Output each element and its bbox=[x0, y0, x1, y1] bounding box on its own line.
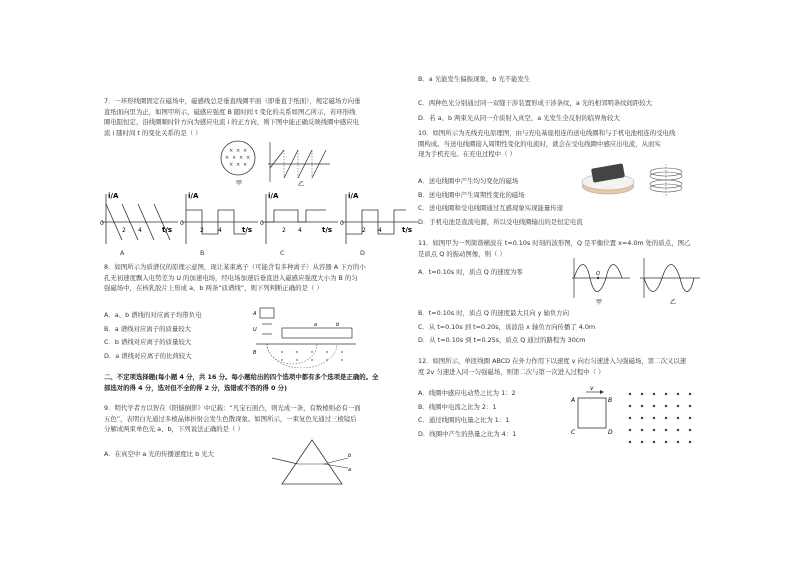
graph-t-label: t/s bbox=[322, 226, 333, 234]
question-8-line: 孔无初速度飘入电势差为 U 的加速电场，经电场加速后垂直进入磁感应强度大小为 B 的匀 bbox=[104, 273, 358, 282]
q7-option-label-b: B bbox=[200, 249, 205, 257]
svg-text:Q: Q bbox=[596, 271, 600, 277]
question-9-text bbox=[104, 403, 444, 435]
svg-text:B: B bbox=[253, 350, 257, 356]
q7-yi-label: 乙 bbox=[298, 181, 305, 188]
svg-text:4: 4 bbox=[218, 227, 222, 234]
q9-option-c[interactable]: C．两种色光分别通过同一双缝干涉装置形成干涉条纹，a 光的相邻明条纹间距较大 bbox=[418, 99, 653, 107]
svg-text:0: 0 bbox=[340, 220, 344, 227]
q7-option-graphs bbox=[100, 190, 444, 260]
question-8-text bbox=[104, 262, 444, 294]
q10-figure-wireless-charger bbox=[578, 160, 702, 200]
svg-text:2: 2 bbox=[122, 227, 126, 234]
q7-option-label-a: A bbox=[120, 249, 125, 257]
question-8-line: 8．如图所示为质谱仪的原理示意图，现让某束离子（可能含有多种离子）从容器 A 下方的小 bbox=[104, 263, 366, 271]
svg-text:b: b bbox=[336, 322, 340, 328]
graph-y-label: i/A bbox=[108, 192, 119, 200]
q11-figure-vibration bbox=[636, 254, 702, 306]
svg-text:0: 0 bbox=[100, 220, 104, 227]
q7-option-label-c: C bbox=[280, 249, 285, 257]
svg-text:4: 4 bbox=[378, 227, 382, 234]
question-10-line: 圈构成。当送电线圈接入周期性变化的电流时，就会在受电线圈中感应出电流，从而实 bbox=[418, 139, 661, 148]
q12-label-b: B bbox=[608, 397, 613, 404]
q10-option-a[interactable]: A．送电线圈中产生均匀变化的磁场 bbox=[418, 177, 519, 185]
q8-option-b[interactable]: B．a 谱线对应离子的质量较大 bbox=[104, 324, 192, 333]
q8-option-d[interactable]: D．a 谱线对应离子的比荷较大 bbox=[104, 351, 192, 360]
svg-text:U: U bbox=[253, 327, 257, 333]
svg-text:×: × bbox=[232, 155, 237, 161]
question-11-line: 是质点 Q 的振动图像，则（ ） bbox=[418, 249, 506, 258]
graph-y-label: i/A bbox=[268, 192, 279, 200]
q7-option-graph-c bbox=[260, 190, 342, 248]
q10-option-d[interactable]: D．手机电池是直流电源，所以受电线圈输出的是恒定电流 bbox=[418, 217, 583, 226]
svg-text:a: a bbox=[348, 467, 352, 473]
q7-jia-label: 甲 bbox=[236, 180, 243, 187]
svg-text:0: 0 bbox=[260, 220, 264, 227]
question-7-line: 流 i 随时间 t 的变化关系的是（ ） bbox=[104, 128, 202, 137]
svg-text:4: 4 bbox=[298, 227, 302, 234]
question-10-line: 10．如图所示为无线充电原理图，由与充电基座相连的送电线圈和与手机电池相连的受电线 bbox=[418, 129, 676, 137]
q11-option-c[interactable]: C．从 t=0.10s 到 t=0.20s，该波沿 x 轴负方向传播了 4.0m bbox=[418, 322, 596, 331]
q12-option-b[interactable]: B．线圈中电流之比为 2：1 bbox=[418, 402, 497, 411]
question-9-line: 分解成两束单色光 a、b，下列说法正确的是（ ） bbox=[104, 425, 244, 433]
question-10-text bbox=[418, 128, 708, 160]
svg-text:×: × bbox=[236, 148, 241, 154]
section-2-line: 部选对的得 4 分，选对但不全的得 2 分，选错或不答的得 0 分) bbox=[104, 383, 287, 392]
q8-option-c[interactable]: C．b 谱线对应离子的质量较大 bbox=[104, 338, 192, 346]
q8-figure-mass-spectrometer bbox=[252, 306, 362, 368]
question-7-line: 7．一环形线圈固定在磁场中，磁感线总是垂直线圈平面（即垂直于纸面），规定磁场方向垂 bbox=[104, 97, 361, 105]
q10-option-b[interactable]: B．送电线圈中产生周期性变化的磁场 bbox=[418, 190, 525, 199]
svg-text:×: × bbox=[239, 155, 244, 161]
svg-text:×: × bbox=[229, 148, 234, 154]
question-7-text bbox=[104, 96, 444, 138]
q7-figure-coil bbox=[216, 138, 264, 188]
q12-option-a[interactable]: A．线圈中感应电动势之比为 1：2 bbox=[418, 389, 516, 397]
question-12-line: 12．如图所示，单匝线圈 ABCD 在外力作用下以速度 v 向右匀速进入匀强磁场，第二次又以速 bbox=[418, 357, 687, 365]
svg-text:×: × bbox=[246, 155, 251, 161]
q7-option-graph-d bbox=[340, 190, 422, 248]
svg-text:×: × bbox=[243, 148, 248, 154]
svg-text:×: × bbox=[243, 162, 248, 168]
question-9-line: 9．明代学者方以智在《阳燧倒影》中记载：“凡宝石面凸，则光成一条，有数棱则必有一面 bbox=[104, 404, 361, 412]
question-7-line: 圈电阻恒定，沿线圈顺时针方向为感应电流 i 的正方向，则下图中能正确反映线圈中感应电 bbox=[104, 118, 360, 126]
q11-figure-wave bbox=[568, 254, 632, 306]
question-12-text bbox=[418, 356, 708, 377]
svg-text:2: 2 bbox=[200, 227, 204, 234]
q9-option-d[interactable]: D．若 a、b 两束光从同一介质射入真空，a 光发生全反射的临界角较大 bbox=[418, 114, 620, 122]
q7-option-graph-b bbox=[180, 190, 262, 248]
q10-option-c[interactable]: C．送电线圈和受电线圈通过互感现象实现能量传递 bbox=[418, 204, 564, 212]
svg-text:b: b bbox=[348, 453, 352, 459]
q9-figure-prism bbox=[272, 438, 352, 490]
graph-t-label: t/s bbox=[402, 226, 413, 234]
section-2-line: 二、不定项选择题(每小题 4 分，共 16 分。每小题给出的四个选项中都有多个选项是正确的。全 bbox=[104, 373, 379, 381]
question-12-line: 度 2v 匀速进入同一匀强磁场，则第二次与第一次进入过程中（ ） bbox=[418, 367, 605, 376]
q8-option-a[interactable]: A．a、b 谱线的对应离子均带负电 bbox=[104, 311, 202, 319]
q11-option-b[interactable]: B．t=0.10s 时，质点 Q 的速度最大且向 y 轴负方向 bbox=[418, 309, 570, 317]
q12-figure-coil-field bbox=[568, 386, 708, 446]
q11-option-a[interactable]: A．t=0.10s 时，质点 Q 的速度为零 bbox=[418, 268, 523, 276]
q9-option-a[interactable]: A．在真空中 a 光的传播速度比 b 光大 bbox=[104, 450, 214, 458]
q12-label-a: A bbox=[571, 397, 576, 404]
q12-label-c: C bbox=[571, 429, 576, 436]
svg-text:A: A bbox=[253, 311, 257, 317]
q7-figure-b-t-graph bbox=[264, 140, 334, 188]
question-10-line: 现为手机充电。在充电过程中（ ） bbox=[418, 150, 516, 158]
svg-text:0: 0 bbox=[180, 220, 184, 227]
svg-text:×: × bbox=[236, 162, 241, 168]
graph-y-label: i/A bbox=[348, 192, 359, 200]
svg-text:a: a bbox=[314, 322, 318, 328]
q11-jia-label: 甲 bbox=[596, 299, 603, 306]
q12-label-d: D bbox=[608, 429, 613, 436]
question-11-options bbox=[418, 308, 708, 346]
q11-yi-label: 乙 bbox=[670, 299, 677, 306]
q12-label-v: v bbox=[590, 386, 594, 392]
svg-text:×: × bbox=[225, 155, 230, 161]
q11-option-d[interactable]: D．从 t=0.10s 到 t=0.25s，质点 Q 通过的路程为 30cm bbox=[418, 336, 586, 344]
graph-t-label: t/s bbox=[242, 226, 253, 234]
section-2-header bbox=[104, 372, 444, 393]
question-11-line: 11．如图甲为一列简谐横波在 t=0.10s 时刻的波形图，Q 是平衡位置 x=4.0m 处的质点，图乙 bbox=[418, 239, 691, 247]
question-9-line: 五色”，表明白光通过多棱晶体折射会发生色散现象。如图所示，一束复色光通过三棱镜后 bbox=[104, 414, 357, 423]
q7-option-label-d: D bbox=[360, 249, 365, 257]
q12-option-d[interactable]: D．线圈中产生的热量之比为 4：1 bbox=[418, 429, 517, 438]
question-8-line: 强磁场中，在核乳胶片上形成 a、b 两条“质谱线”，则下列判断正确的是（ ） bbox=[104, 284, 323, 292]
svg-text:2: 2 bbox=[362, 227, 366, 234]
q7-option-graph-a bbox=[100, 190, 182, 248]
svg-text:2: 2 bbox=[282, 227, 286, 234]
svg-text:×: × bbox=[229, 162, 234, 168]
graph-y-label: i/A bbox=[188, 192, 199, 200]
graph-t-label: t/s bbox=[162, 226, 173, 234]
svg-text:4: 4 bbox=[138, 227, 142, 234]
q12-option-c[interactable]: C．通过线圈的电量之比为 1：1 bbox=[418, 416, 510, 424]
q9-option-b[interactable]: B．a 光能发生偏振现象，b 光不能发生 bbox=[418, 75, 531, 83]
question-7-line: 直纸面向里为正，如图甲所示，磁感应强度 B 随时间 t 变化的关系如图乙所示，若环形线 bbox=[104, 107, 356, 116]
